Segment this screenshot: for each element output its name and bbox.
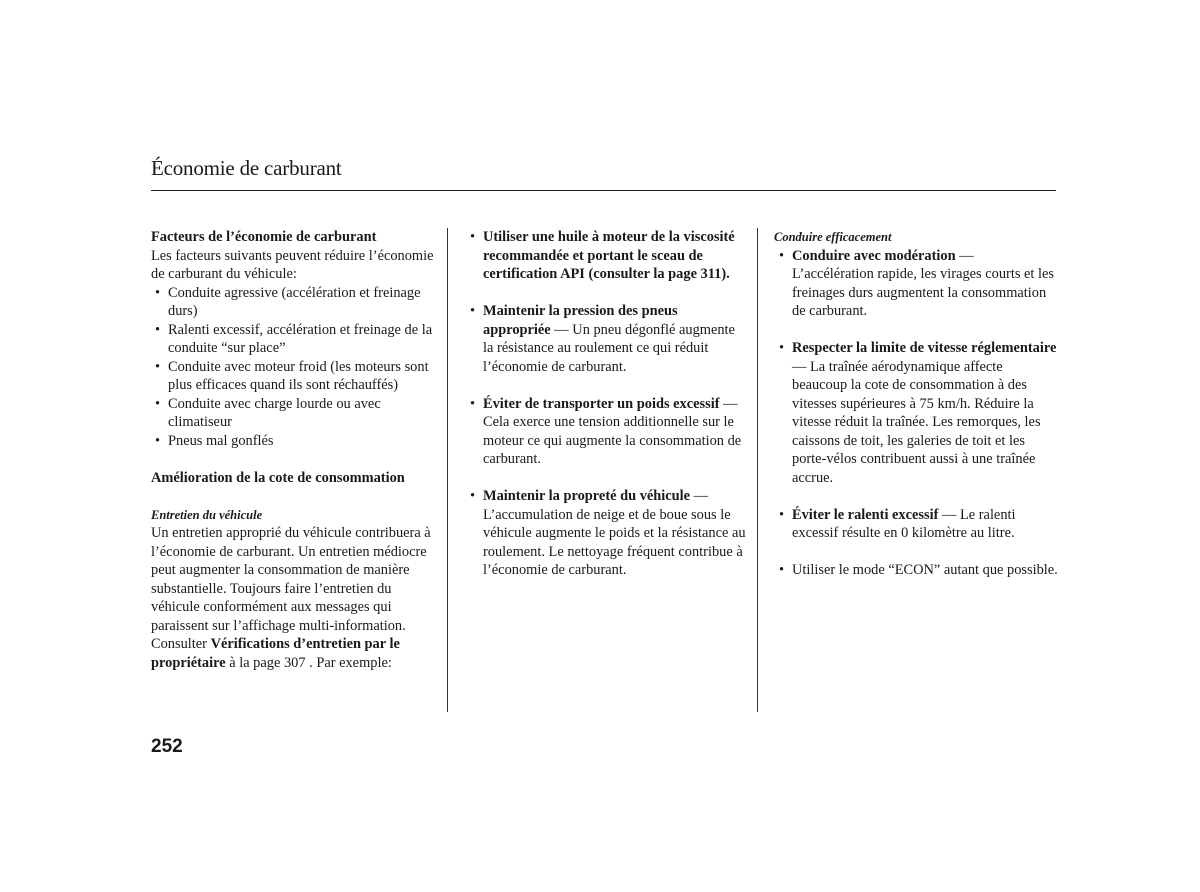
driving-text: Utiliser le mode “ECON” autant que possible. (792, 562, 1058, 578)
tip-title: Maintenir la propreté du véhicule (483, 488, 691, 504)
driving-text: L’accélération rapide, les virages courts et les freinages durs augmentent la consommation de carburant. (792, 266, 1054, 319)
driving-item (774, 247, 1058, 321)
tip-text: L’accumulation de neige et de boue sous le véhicule augmente le poids et la résistance au roulement. Le nettoyage fréquent contribue à l’économie de carburant. (483, 506, 746, 578)
tip-item (466, 228, 748, 284)
tip-separator: — (690, 488, 709, 504)
tip-text: Un pneu dégonflé augmente la résistance au roulement ce qui réduit l’économie de carburant. (483, 321, 735, 375)
factor-item: • Conduite agressive (accélération et freinage durs) (151, 284, 439, 321)
tip-separator: — (719, 395, 738, 412)
section-heading-factors: Facteurs de l’économie de carburant (151, 229, 377, 245)
factors-list (151, 284, 439, 451)
driving-text: La traînée aérodynamique affecte beaucoup la cote de consommation à des vitesses supérieures à 75 km/h. Réduire la vitesse réduit la traînée. Les remorques, les caissons de toit, les galeries de toit et les porte-vélos contribuent aussi à une traînée accrue. (792, 358, 1041, 486)
maintenance-body (151, 524, 439, 672)
section-heading-improvement: Amélioration de la cote de consommation (151, 469, 405, 486)
driving-separator: — (955, 247, 974, 264)
tip-title: Utiliser une huile à moteur de la viscosité recommandée et portant le sceau de certification API (consulter la page 311). (483, 229, 735, 282)
subheading-maintenance: Entretien du véhicule (151, 507, 263, 522)
tip-title: Maintenir la pression des pneus appropriée (483, 303, 678, 338)
page-number: 252 (151, 736, 183, 757)
column-middle (466, 228, 748, 598)
tips-list (466, 228, 748, 580)
factor-item: • Pneus mal gonflés (151, 432, 439, 451)
tip-text: Cela exerce une tension additionnelle sur le moteur ce qui augmente la consommation de carburant. (483, 414, 742, 467)
driving-text: Le ralenti excessif résulte en 0 kilomètre au litre. (792, 506, 1016, 541)
maintenance-link: Vérifications d’entretien par le propriétaire (151, 636, 400, 671)
driving-list (774, 247, 1058, 580)
driving-title: Respecter la limite de vitesse réglementaire (792, 340, 1057, 356)
maintenance-text: Un entretien approprié du véhicule contribuera à l’économie de carburant. Un entretien médiocre peut augmenter la consommation de manière substantielle. Toujours faire l’entretien du véhicule conformément aux messages qui paraissent sur l’affichage multi-information. Consulter (151, 525, 431, 652)
driving-title: Conduire avec modération (792, 247, 956, 264)
tip-item (466, 302, 748, 376)
factor-item: • Ralenti excessif, accélération et freinage de la conduite “sur place” (151, 321, 439, 358)
tip-title: Éviter de transporter un poids excessif (483, 395, 720, 412)
column-right (774, 228, 1058, 598)
driving-item (774, 339, 1058, 487)
column-divider-2 (757, 228, 758, 712)
tip-separator: — (550, 321, 573, 338)
subheading-driving: Conduire efficacement (774, 230, 892, 244)
tip-item (466, 487, 748, 580)
column-divider-1 (447, 228, 448, 712)
page-title: Économie de carburant (151, 156, 342, 180)
factor-item: • Conduite avec moteur froid (les moteurs sont plus efficaces quand ils sont réchauffés) (151, 358, 439, 395)
driving-item (774, 561, 1058, 580)
driving-item (774, 506, 1058, 543)
tip-item (466, 395, 748, 469)
column-left (151, 228, 439, 672)
driving-separator: — (792, 358, 810, 375)
title-divider (151, 190, 1056, 191)
driving-title: Éviter le ralenti excessif (792, 506, 939, 523)
factors-intro: Les facteurs suivants peuvent réduire l’économie de carburant du véhicule: (151, 247, 434, 282)
factor-item: • Conduite avec charge lourde ou avec climatiseur (151, 395, 439, 432)
driving-separator: — (938, 506, 960, 523)
maintenance-text-tail: à la page 307 . Par exemple: (225, 654, 392, 671)
